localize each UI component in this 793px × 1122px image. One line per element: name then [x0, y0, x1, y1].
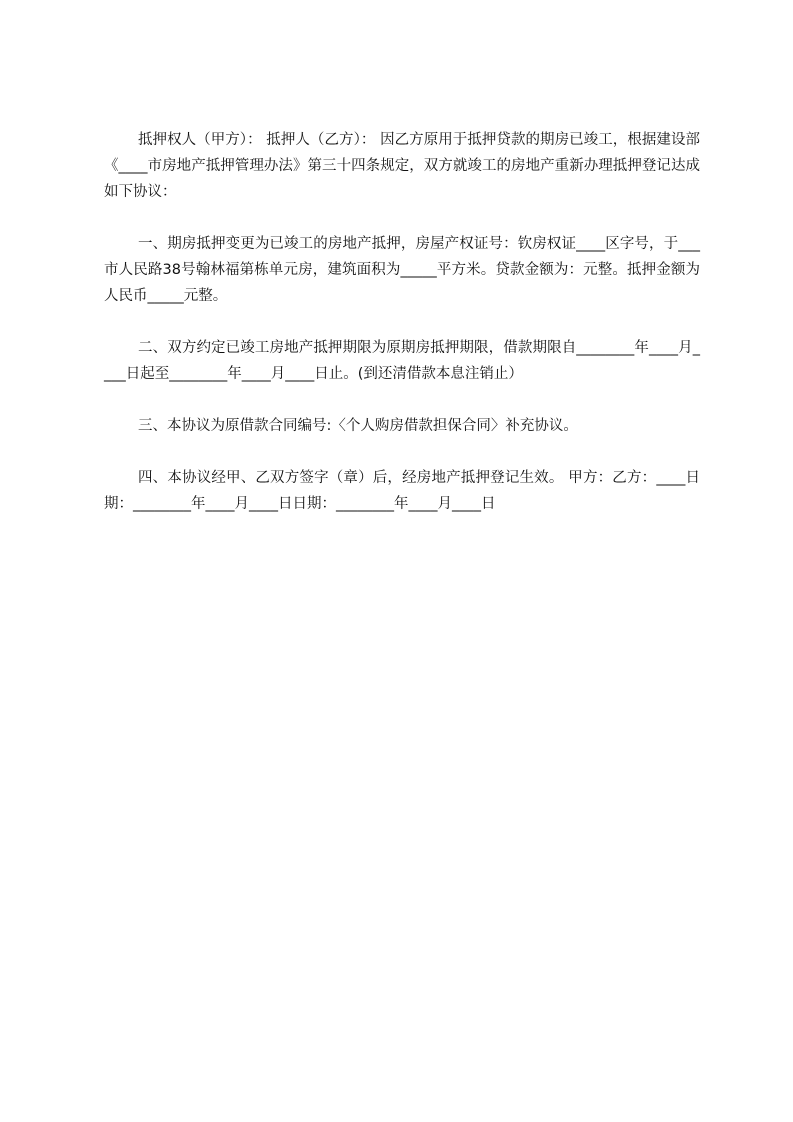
paragraph-spacer [104, 439, 700, 465]
paragraph-spacer [104, 205, 700, 231]
clause-four-paragraph: 四、本协议经甲、乙双方签字（章）后，经房地产抵押登记生效。 甲方：乙方：____日期：________年____月____日日期：________年____月____日 [104, 470, 700, 512]
preamble-paragraph: 抵押权人（甲方）： 抵押人（乙方）： 因乙方原用于抵押贷款的期房已竣工，根据建设部《____市房地产抵押管理办法》第三十四条规定，双方就竣工的房地产重新办理抵押登记达成如下协议： [104, 132, 700, 200]
paragraph-spacer [104, 387, 700, 413]
clause-two-paragraph: 二、双方约定已竣工房地产抵押期限为原期房抵押期限，借款期限自________年____月____日起至________年____月____日止。(到还清借款本息注销止） [104, 340, 700, 382]
agreement-body [104, 127, 700, 517]
paragraph-spacer [104, 309, 700, 335]
clause-one-paragraph: 一、期房抵押变更为已竣工的房地产抵押，房屋产权证号：钦房权证____区字号，于___市人民路38号翰林福第栋单元房，建筑面积为_____平方米。贷款金额为：元整。抵押金额为人民币_____元整。 [104, 236, 700, 304]
clause-three-paragraph: 三、本协议为原借款合同编号:〈个人购房借款担保合同〉补充协议。 [138, 418, 578, 434]
